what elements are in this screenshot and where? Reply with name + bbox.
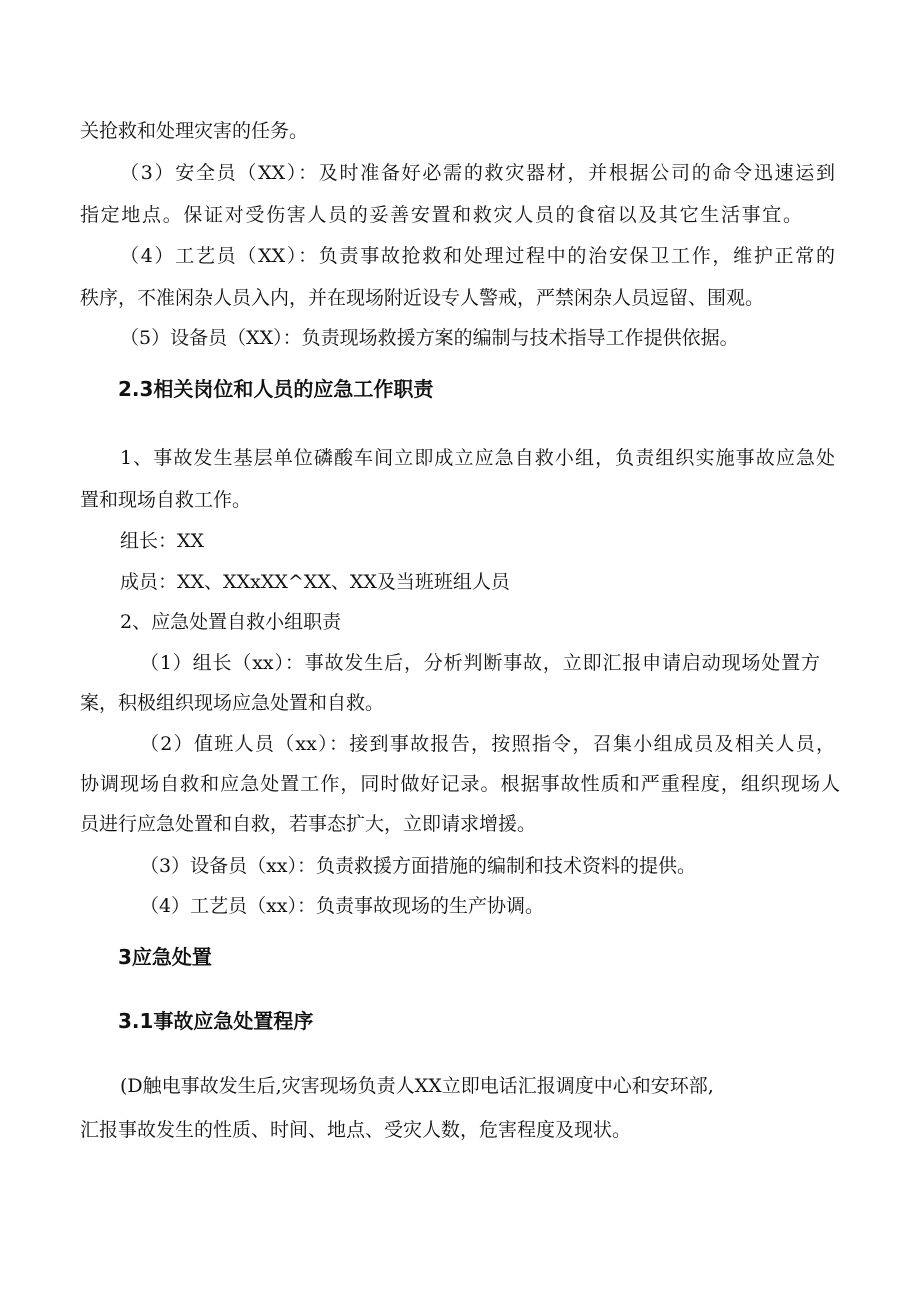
paragraph-line: (D触电事故发生后,灾害现场负责人XX立即电话汇报调度中心和安环部, bbox=[120, 1075, 714, 1097]
paragraph-line: （2）值班人员（xx）：接到事故报告，按照指令，召集小组成员及相关人员， bbox=[140, 733, 835, 755]
paragraph-line: （5）设备员（XX）：负责现场救援方案的编制与技术指导工作提供依据。 bbox=[120, 327, 739, 349]
paragraph-line: （3）设备员（xx）：负责救援方面措施的编制和技术资料的提供。 bbox=[140, 855, 697, 877]
paragraph-line: 关抢救和处理灾害的任务。 bbox=[80, 120, 309, 142]
paragraph-line: 汇报事故发生的性质、时间、地点、受灾人数，危害程度及现状。 bbox=[80, 1119, 632, 1141]
paragraph-line: （4）工艺员（xx）：负责事故现场的生产协调。 bbox=[140, 895, 545, 917]
paragraph-line: 案，积极组织现场应急处置和自救。 bbox=[80, 692, 385, 714]
paragraph-line: 秩序，不准闲杂人员入内，并在现场附近设专人警戒，严禁闲杂人员逗留、围观。 bbox=[80, 287, 765, 309]
paragraph-line: 2、应急处置自救小组职责 bbox=[120, 611, 342, 633]
paragraph-line: （4）工艺员（XX）：负责事故抢救和处理过程中的治安保卫工作，维护正常的 bbox=[120, 245, 835, 267]
section-heading: 3应急处置 bbox=[118, 945, 212, 969]
paragraph-line: 指定地点。保证对受伤害人员的妥善安置和救灾人员的食宿以及其它生活事宜。 bbox=[80, 204, 802, 226]
paragraph-line: （1）组长（xx）：事故发生后，分析判断事故，立即汇报申请启动现场处置方 bbox=[140, 652, 820, 674]
paragraph-line: 员进行应急处置和自救，若事态扩大，立即请求增援。 bbox=[80, 813, 537, 835]
paragraph-line: （3）安全员（XX）：及时准备好必需的救灾器材，并根据公司的命令迅速运到 bbox=[120, 162, 835, 184]
leader-line: 组长：XX bbox=[120, 530, 205, 552]
section-heading: 2.3相关岗位和人员的应急工作职责 bbox=[118, 377, 434, 401]
section-heading: 3.1事故应急处置程序 bbox=[118, 1009, 314, 1033]
paragraph-line: 协调现场自救和应急处置工作，同时做好记录。根据事故性质和严重程度，组织现场人 bbox=[80, 773, 840, 795]
paragraph-line: 1、事故发生基层单位磷酸车间立即成立应急自救小组，负责组织实施事故应急处 bbox=[120, 447, 835, 469]
paragraph-line: 置和现场自救工作。 bbox=[80, 489, 252, 511]
members-line: 成员：XX、XXxXX^XX、XX及当班班组人员 bbox=[120, 571, 510, 593]
